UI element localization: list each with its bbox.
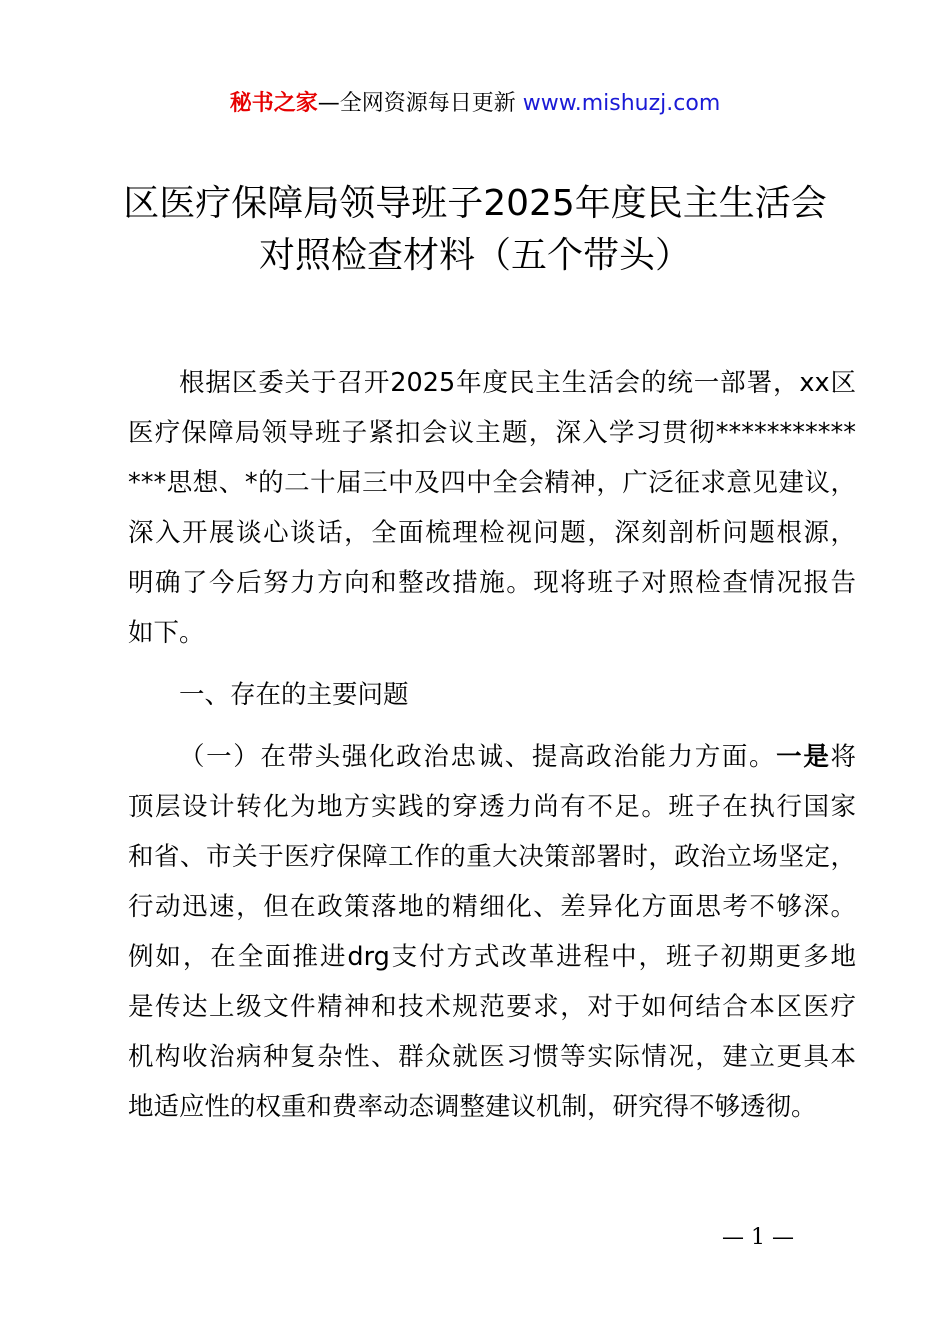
subsection-first-tail: 将 [830,742,856,772]
intro-line: 医疗保障局领导班子紧扣会议主题，深入学习贯彻*********** [128,418,856,448]
subsection-first-line [128,732,856,782]
intro-line: 根据区委关于召开2025年度民主生活会的统一部署，xx区 [179,368,856,398]
intro-line: ***思想、*的二十届三中及四中全会精神，广泛征求意见建议， [128,468,856,498]
subsection-line: 和省、市关于医疗保障工作的重大决策部署时，政治立场坚定， [128,842,856,872]
intro-line: 深入开展谈心谈话，全面梳理检视问题，深刻剖析问题根源， [128,518,856,548]
document-title [0,178,950,282]
subsection-line: 行动迅速，但在政策落地的精细化、差异化方面思考不够深。 [128,892,856,922]
banner-tagline: —全网资源每日更新 [317,91,516,116]
title-line-2: 对照检查材料（五个带头） [258,235,691,276]
section-heading: 一、存在的主要问题 [179,680,409,710]
intro-paragraph [128,358,856,658]
intro-line: 如下。 [128,618,205,648]
subsection-paragraph [128,732,856,1132]
intro-line: 明确了今后努力方向和整改措施。现将班子对照检查情况报告 [128,568,856,598]
subsection-intro: （一）在带头强化政治忠诚、提高政治能力方面。 [179,742,777,772]
site-banner [0,88,950,120]
subsection-line: 地适应性的权重和费率动态调整建议机制，研究得不够透彻。 [128,1092,817,1122]
page-number: — 1 — [722,1225,794,1250]
subsection-line: 顶层设计转化为地方实践的穿透力尚有不足。班子在执行国家 [128,792,856,822]
site-url-link[interactable]: www.mishuzj.com [522,91,721,116]
point-marker: 一是 [776,742,831,772]
subsection-line: 是传达上级文件精神和技术规范要求，对于如何结合本区医疗 [128,992,856,1022]
document-body [128,358,856,1132]
title-line-1: 区医疗保障局领导班子2025年度民主生活会 [123,183,827,224]
subsection-line: 例如，在全面推进drg支付方式改革进程中，班子初期更多地 [128,942,856,972]
brand-name: 秘书之家 [229,91,318,116]
subsection-line: 机构收治病种复杂性、群众就医习惯等实际情况，建立更具本 [128,1042,856,1072]
